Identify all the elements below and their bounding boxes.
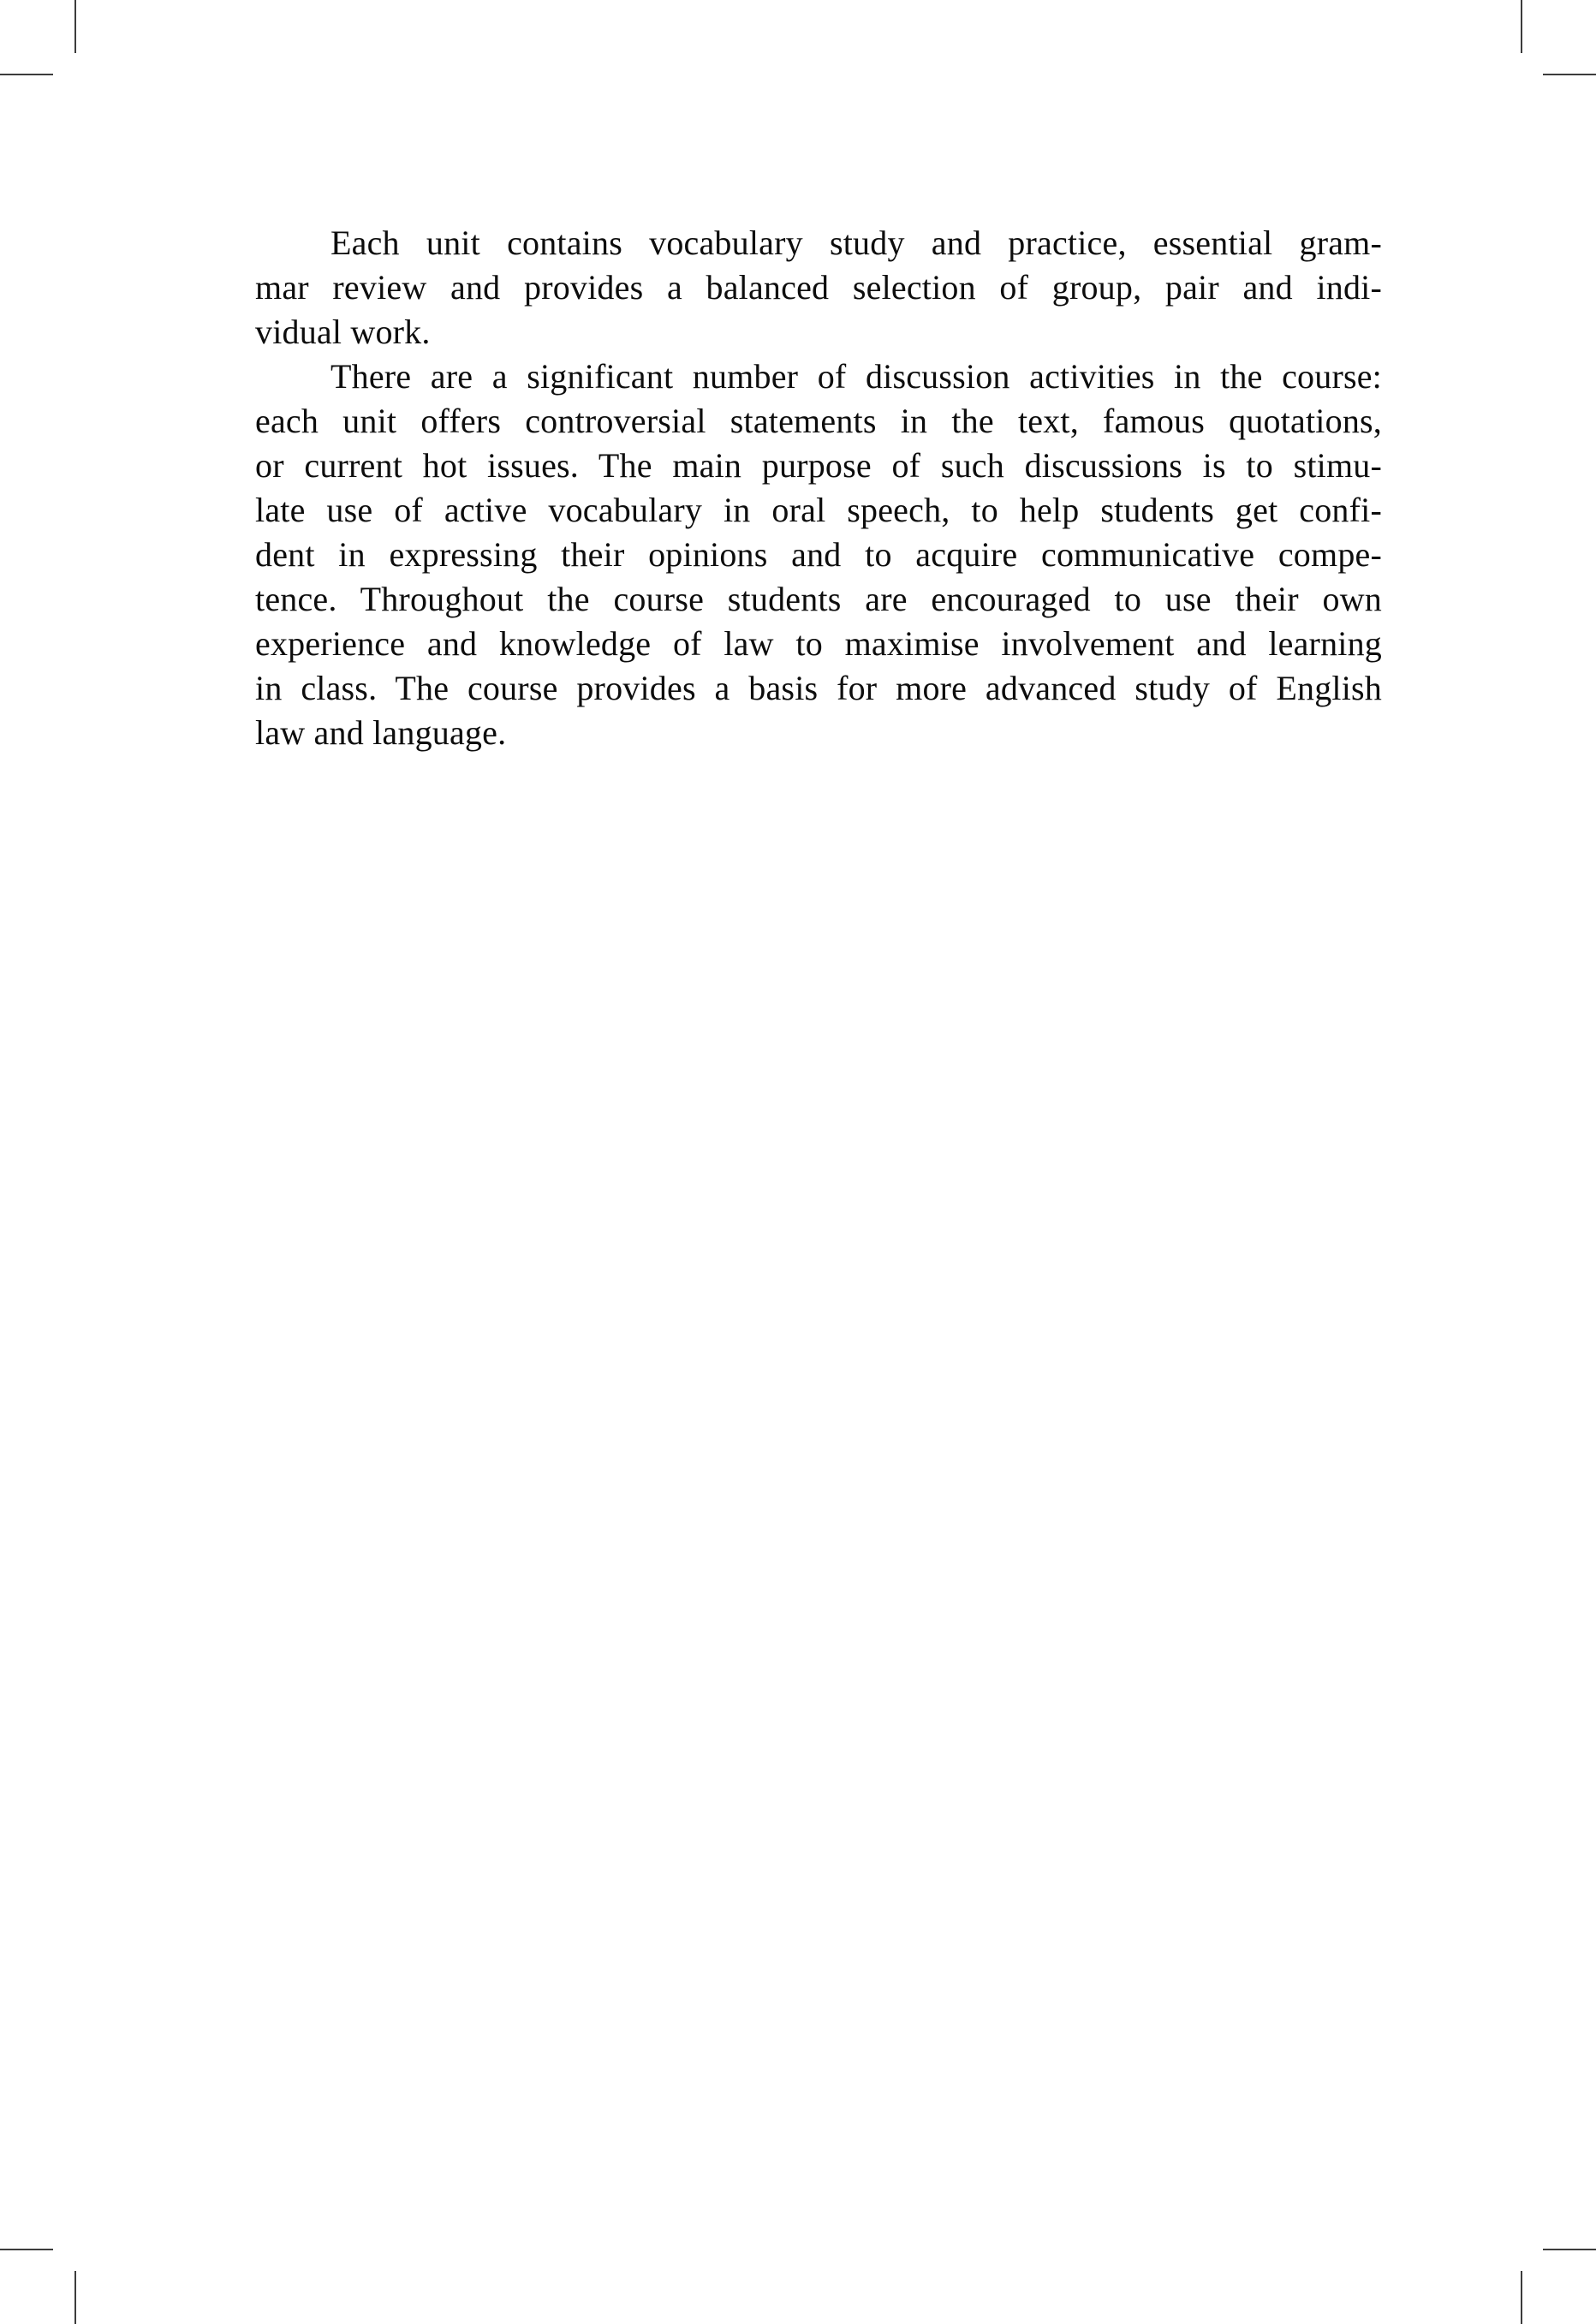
- text-line: mar review and provides a balanced selection of group, pair and indi-: [255, 268, 1382, 307]
- crop-mark-top-right-vertical: [1521, 0, 1522, 53]
- text-line: or current hot issues. The main purpose of such discussions is to stimu-: [255, 446, 1382, 485]
- text-line: tence. Throughout the course students are encouraged to use their own: [255, 580, 1382, 618]
- text-line: dent in expressing their opinions and to acquire communicative compe-: [255, 535, 1382, 574]
- crop-mark-top-left-horizontal: [0, 74, 53, 75]
- crop-mark-top-right-horizontal: [1543, 74, 1596, 75]
- page-text-block: [255, 221, 1382, 755]
- crop-mark-bottom-right-horizontal: [1543, 2249, 1596, 2250]
- text-line: late use of active vocabulary in oral speech, to help students get confi-: [255, 491, 1382, 529]
- text-line: Each unit contains vocabulary study and practice, essential gram-: [331, 223, 1382, 262]
- text-line: experience and knowledge of law to maximise involvement and learning: [255, 624, 1382, 663]
- paragraph: [255, 221, 1382, 355]
- crop-mark-bottom-left-horizontal: [0, 2249, 53, 2250]
- crop-mark-top-left-vertical: [74, 0, 76, 53]
- text-line: vidual work.: [255, 313, 431, 351]
- crop-mark-bottom-right-vertical: [1521, 2271, 1522, 2324]
- paragraph: [255, 355, 1382, 755]
- text-line: There are a significant number of discussion activities in the course:: [331, 357, 1382, 396]
- text-line: each unit offers controversial statements in the text, famous quotations,: [255, 402, 1382, 440]
- text-line: law and language.: [255, 713, 507, 752]
- text-line: in class. The course provides a basis for more advanced study of English: [255, 669, 1382, 707]
- crop-mark-bottom-left-vertical: [74, 2271, 76, 2324]
